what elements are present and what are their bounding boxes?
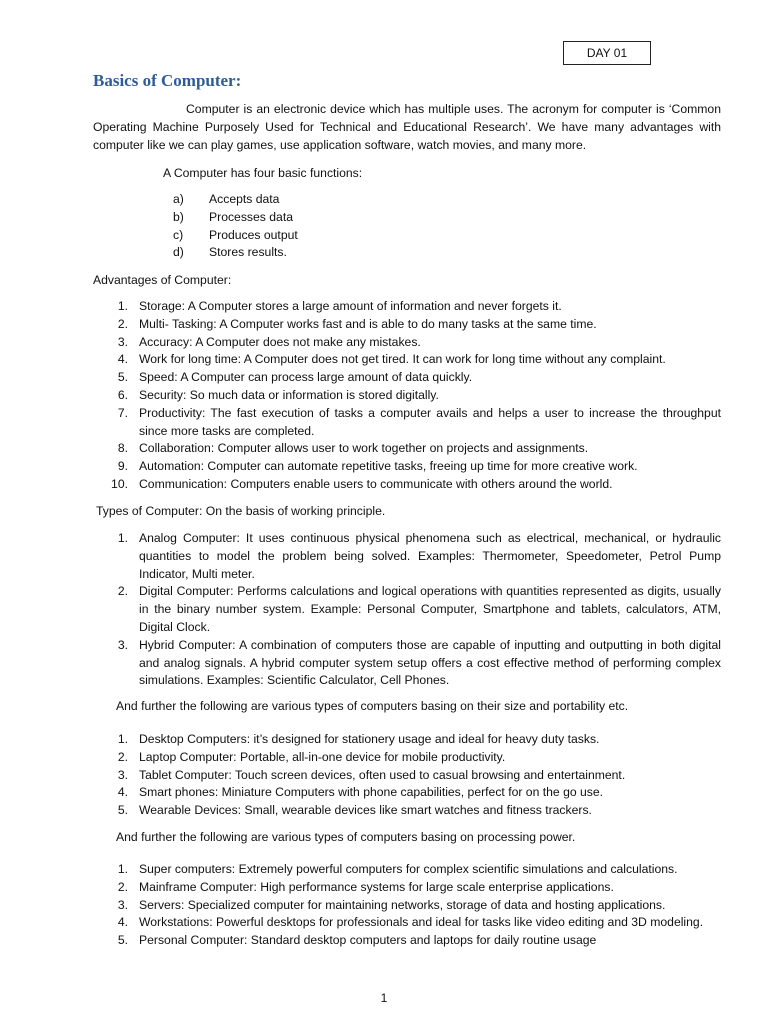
list-item: [93, 440, 721, 458]
list-item-text: Accuracy: A Computer does not make any mistakes.: [139, 334, 421, 349]
power-types-list: [93, 861, 721, 950]
list-item-text: Personal Computer: Standard desktop computers and laptops for daily routine usage: [139, 933, 597, 948]
list-item: [93, 897, 721, 915]
list-item-text: Desktop Computers: it’s designed for stationery usage and ideal for heavy duty tasks.: [139, 732, 600, 746]
list-item-text: Laptop Computer: Portable, all-in-one device for mobile productivity.: [139, 749, 506, 764]
list-marker: a): [173, 192, 184, 206]
list-item: [93, 387, 721, 405]
list-item-text: Automation: Computer can automate repetitive tasks, freeing up time for more creative work.: [139, 459, 638, 474]
list-item-text: Productivity: The fast execution of tasks a computer avails and helps a user to increase the throughput since more tasks are completed.: [139, 405, 721, 438]
list-item-text: Super computers: Extremely powerful computers for complex scientific simulations and calculations.: [139, 862, 678, 876]
list-item: [93, 637, 721, 690]
list-item: [93, 749, 721, 767]
page-number: 1: [380, 991, 388, 1005]
list-item-text: Analog Computer: It uses continuous physical phenomena such as electrical, mechanical, or hydraulic quantities to model the problem being solved. Examples: Thermometer, Speedometer, Petrol Pump Indicator, Multi meter.: [139, 531, 721, 581]
list-marker: 2.: [117, 316, 128, 331]
list-marker: 1.: [117, 732, 128, 746]
list-marker: 3.: [117, 767, 128, 782]
list-item: [173, 209, 393, 227]
list-marker: 4.: [117, 915, 128, 930]
list-marker: 4.: [117, 352, 128, 367]
list-marker: 2.: [117, 584, 128, 599]
size-types-list: [93, 731, 721, 820]
list-item-text: Wearable Devices: Small, wearable devices like smart watches and fitness trackers.: [139, 803, 592, 818]
list-item-text: Communication: Computers enable users to communicate with others around the world.: [139, 476, 613, 491]
list-marker: 3.: [117, 897, 128, 912]
list-item-text: Stores results.: [209, 245, 287, 260]
list-marker: 5.: [117, 933, 128, 948]
list-item: [93, 767, 721, 785]
advantages-list: [93, 298, 721, 494]
list-item-text: Multi- Tasking: A Computer works fast and is able to do many tasks at the same time.: [139, 316, 597, 331]
power-heading: And further the following are various types of computers basing on processing power.: [116, 830, 576, 844]
list-item: [93, 334, 721, 352]
list-marker: 1.: [117, 531, 128, 545]
list-item-text: Accepts data: [209, 192, 280, 206]
list-item-text: Collaboration: Computer allows user to work together on projects and assignments.: [139, 441, 589, 456]
list-item: [93, 731, 721, 749]
list-marker: 10.: [111, 476, 128, 491]
list-item-text: Security: So much data or information is stored digitally.: [139, 387, 439, 402]
list-item: [93, 583, 721, 636]
types-heading: Types of Computer: On the basis of working principle.: [96, 504, 386, 518]
list-item: [173, 227, 393, 245]
list-marker: d): [173, 245, 184, 260]
list-marker: 5.: [117, 370, 128, 385]
list-item: [93, 405, 721, 441]
list-marker: 7.: [117, 405, 128, 420]
list-item-text: Processes data: [209, 209, 294, 224]
list-item: [93, 458, 721, 476]
list-item: [93, 476, 721, 494]
list-item-text: Produces output: [209, 227, 298, 242]
advantages-heading: Advantages of Computer:: [93, 273, 232, 287]
list-marker: 1.: [117, 862, 128, 876]
list-item-text: Speed: A Computer can process large amount of data quickly.: [139, 370, 473, 385]
day-label: DAY 01: [563, 41, 651, 65]
list-item: [93, 530, 721, 583]
size-heading: And further the following are various types of computers basing on their size and portability etc.: [116, 699, 629, 713]
page-title: Basics of Computer:: [93, 71, 242, 90]
list-item-text: Servers: Specialized computer for maintaining networks, storage of data and hosting applications.: [139, 897, 666, 912]
list-marker: 3.: [117, 637, 128, 652]
list-item: [93, 802, 721, 820]
list-item: [93, 351, 721, 369]
list-marker: 5.: [117, 803, 128, 818]
list-marker: c): [173, 227, 184, 242]
list-item-text: Mainframe Computer: High performance systems for large scale enterprise applications.: [139, 879, 614, 894]
list-marker: 2.: [117, 749, 128, 764]
list-item: [173, 244, 393, 262]
list-item: [93, 369, 721, 387]
working-principle-list: [93, 530, 721, 690]
list-marker: 6.: [117, 387, 128, 402]
list-marker: 3.: [117, 334, 128, 349]
functions-list: [173, 191, 393, 262]
list-item: [93, 879, 721, 897]
list-item: [93, 298, 721, 316]
list-item: [93, 316, 721, 334]
list-item-text: Storage: A Computer stores a large amount of information and never forgets it.: [139, 299, 562, 313]
functions-heading: A Computer has four basic functions:: [163, 166, 363, 180]
list-marker: 4.: [117, 785, 128, 800]
list-item-text: Work for long time: A Computer does not get tired. It can work for long time without any complaint.: [139, 352, 666, 367]
list-item: [93, 784, 721, 802]
list-item: [173, 191, 393, 209]
list-item: [93, 932, 721, 950]
list-item-text: Hybrid Computer: A combination of computers those are capable of inputting and outputting in both digital and analog signals. A hybrid computer system setup offers a cost effective method of performing complex simulations. Examples: Scientific Calculator, Cell Phones.: [139, 637, 721, 688]
list-item-text: Smart phones: Miniature Computers with phone capabilities, perfect for on the go use.: [139, 785, 604, 800]
list-marker: b): [173, 209, 184, 224]
list-item-text: Digital Computer: Performs calculations and logical operations with quantities represented as digits, usually in the binary number system. Example: Personal Computer, Smartphone and tablets, calculators, ATM, Digital Clock.: [139, 584, 721, 634]
list-item-text: Workstations: Powerful desktops for professionals and ideal for tasks like video editing and 3D modeling.: [139, 915, 704, 930]
intro-paragraph: Computer is an electronic device which has multiple uses. The acronym for computer is ‘Common Operating Machine Purposely Used for Technical and Educational Research’. We have many advantages with computer like we can play games, use application software, watch movies, and many more.: [93, 102, 721, 152]
list-item-text: Tablet Computer: Touch screen devices, often used to casual browsing and entertainment.: [139, 767, 626, 782]
list-marker: 2.: [117, 879, 128, 894]
list-marker: 1.: [117, 299, 128, 313]
list-marker: 9.: [117, 459, 128, 474]
list-marker: 8.: [117, 441, 128, 456]
list-item: [93, 914, 721, 932]
list-item: [93, 861, 721, 879]
